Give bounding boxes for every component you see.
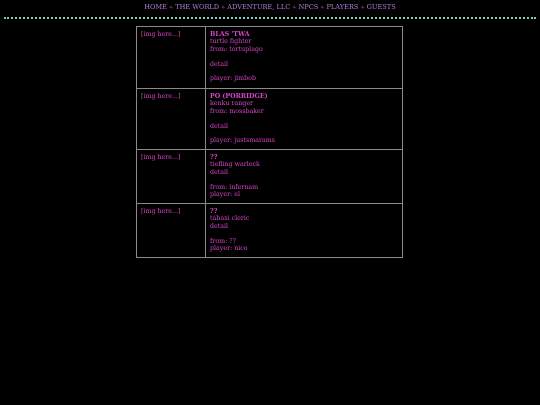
sparkle-separator-icon: ✧ <box>221 5 226 11</box>
spacer <box>210 68 398 75</box>
character-origin: from: ?? <box>210 237 236 245</box>
spacer <box>210 176 398 183</box>
sparkle-separator-icon: ✧ <box>360 5 365 11</box>
character-player: player: nico <box>210 245 248 253</box>
spacer <box>210 115 398 122</box>
nav-link-the-world[interactable]: THE WORLD <box>175 3 220 11</box>
spacer <box>210 230 398 237</box>
character-detail: detail <box>210 168 229 176</box>
portrait-cell <box>137 204 206 258</box>
nav-link-guests[interactable]: GUESTS <box>366 3 396 11</box>
image-placeholder-link[interactable]: [img here...] <box>141 93 181 100</box>
image-placeholder-link[interactable]: [img here...] <box>141 154 181 161</box>
character-player: player: el <box>210 191 240 199</box>
character-origin: from: tortuplago <box>210 45 263 53</box>
character-origin: from: mossbaker <box>210 107 264 115</box>
sparkle-separator-icon: ✧ <box>169 5 174 11</box>
sparkle-separator-icon: ✧ <box>292 5 297 11</box>
character-name: PO (PORRIDGE) <box>210 93 268 100</box>
spacer <box>210 130 398 137</box>
character-name: ?? <box>210 154 218 161</box>
character-class: tiefling warlock <box>210 161 260 169</box>
dotted-divider <box>4 17 536 19</box>
character-info-cell <box>206 27 403 89</box>
portrait-cell <box>137 27 206 89</box>
image-placeholder-link[interactable]: [img here...] <box>141 31 181 38</box>
portrait-cell <box>137 150 206 204</box>
top-navigation <box>0 3 540 13</box>
character-name: BLAS 'TWA <box>210 31 250 38</box>
nav-link-players[interactable]: PLAYERS <box>326 3 359 11</box>
table-row <box>137 89 403 150</box>
nav-link-adventure-llc[interactable]: ADVENTURE, LLC <box>227 3 291 11</box>
character-info-cell <box>206 204 403 258</box>
image-placeholder-link[interactable]: [img here...] <box>141 208 181 215</box>
spacer <box>210 53 398 60</box>
nav-link-npcs[interactable]: NPCS <box>298 3 319 11</box>
character-class: tabaxi cleric <box>210 215 250 223</box>
character-detail: detail <box>210 60 229 68</box>
character-player: player: justsmarams <box>210 137 275 145</box>
character-info-cell <box>206 89 403 150</box>
sparkle-separator-icon: ✧ <box>320 5 325 11</box>
nav-link-home[interactable]: HOME <box>144 3 167 11</box>
character-player: player: jimbob <box>210 75 257 83</box>
character-detail: detail <box>210 122 229 130</box>
character-origin: from: infernam <box>210 183 259 191</box>
character-class: kenku ranger <box>210 100 254 108</box>
character-class: turtle fighter <box>210 38 252 46</box>
table-row <box>137 204 403 258</box>
character-info-cell <box>206 150 403 204</box>
table-row <box>137 150 403 204</box>
character-detail: detail <box>210 222 229 230</box>
character-table <box>136 26 403 258</box>
table-row <box>137 27 403 89</box>
portrait-cell <box>137 89 206 150</box>
character-name: ?? <box>210 208 218 215</box>
